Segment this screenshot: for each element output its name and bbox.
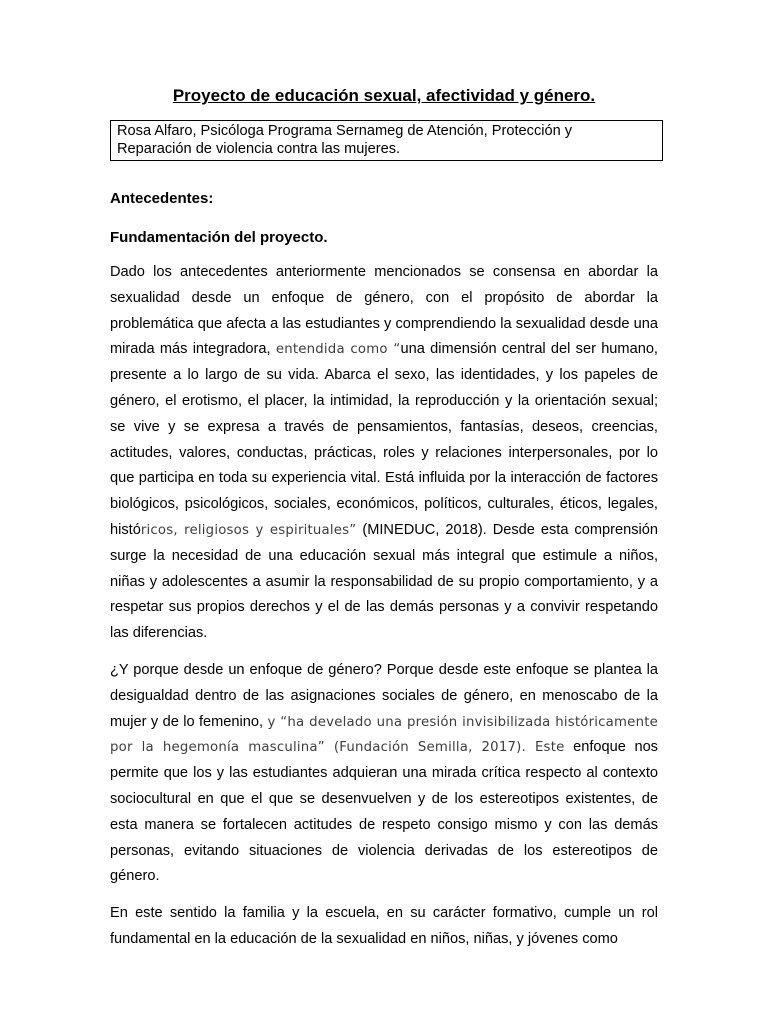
author-box: [110, 120, 663, 161]
paragraph-2: ¿Y porque desde un enfoque de género? Porque desde este enfoque se plantea la desigualdad dentro de las asignaciones sociales de género, en menoscabo de la mujer y de lo femenino, y “ha develado una presión invisibilizada históricamente por la hegemonía masculina” (Fundación Semilla, 2017). Este enfoque nos permite que los y las estudiantes adquieran una mirada crítica respecto al contexto sociocultural en que el que se desenvuelven y de los estereotipos existentes, de esta manera se fortalecen actitudes de respeto consigo mismo y con las demás personas, evitando situaciones de violencia derivadas de los estereotipos de género.: [110, 661, 658, 885]
paragraph-1: Dado los antecedentes anteriormente mencionados se consensa en abordar la sexualidad desde un enfoque de género, con el propósito de abordar la problemática que afecta a las estudiantes y comprendiendo la sexualidad desde una mirada más integradora, entendida como “una dimensión central del ser humano, presente a lo largo de su vida. Abarca el sexo, las identidades, y los papeles de género, el erotismo, el placer, la intimidad, la reproducción y la orientación sexual; se vive y se expresa a través de pensamientos, fantasías, deseos, creencias, actitudes, valores, conductas, prácticas, roles y relaciones interpersonales, por lo que participa en toda su experiencia vital. Está influida por la interacción de factores biológicos, psicológicos, sociales, económicos, políticos, culturales, éticos, legales, históricos, religiosos y espirituales” (MINEDUC, 2018). Desde esta comprensión surge la necesidad de una educación sexual más integral que estimule a niños, niñas y adolescentes a asumir la responsabilidad de su propio comportamiento, y a respetar sus propios derechos y el de las demás personas y a convivir respetando las diferencias.: [110, 264, 658, 642]
body-text: [110, 260, 658, 964]
author-line: Reparación de violencia contra las mujeres.: [117, 141, 401, 157]
document-title: Proyecto de educación sexual, afectividad y género.: [172, 86, 596, 105]
section-heading-fundamentacion: Fundamentación del proyecto.: [110, 229, 328, 246]
author-line: Rosa Alfaro, Psicóloga Programa Sernameg de Atención, Protección y: [117, 123, 573, 139]
section-heading-antecedentes: Antecedentes:: [110, 190, 214, 207]
paragraph-3: En este sentido la familia y la escuela, en su carácter formativo, cumple un rol fundamental en la educación de la sexualidad en niños, niñas, y jóvenes como: [110, 905, 658, 947]
